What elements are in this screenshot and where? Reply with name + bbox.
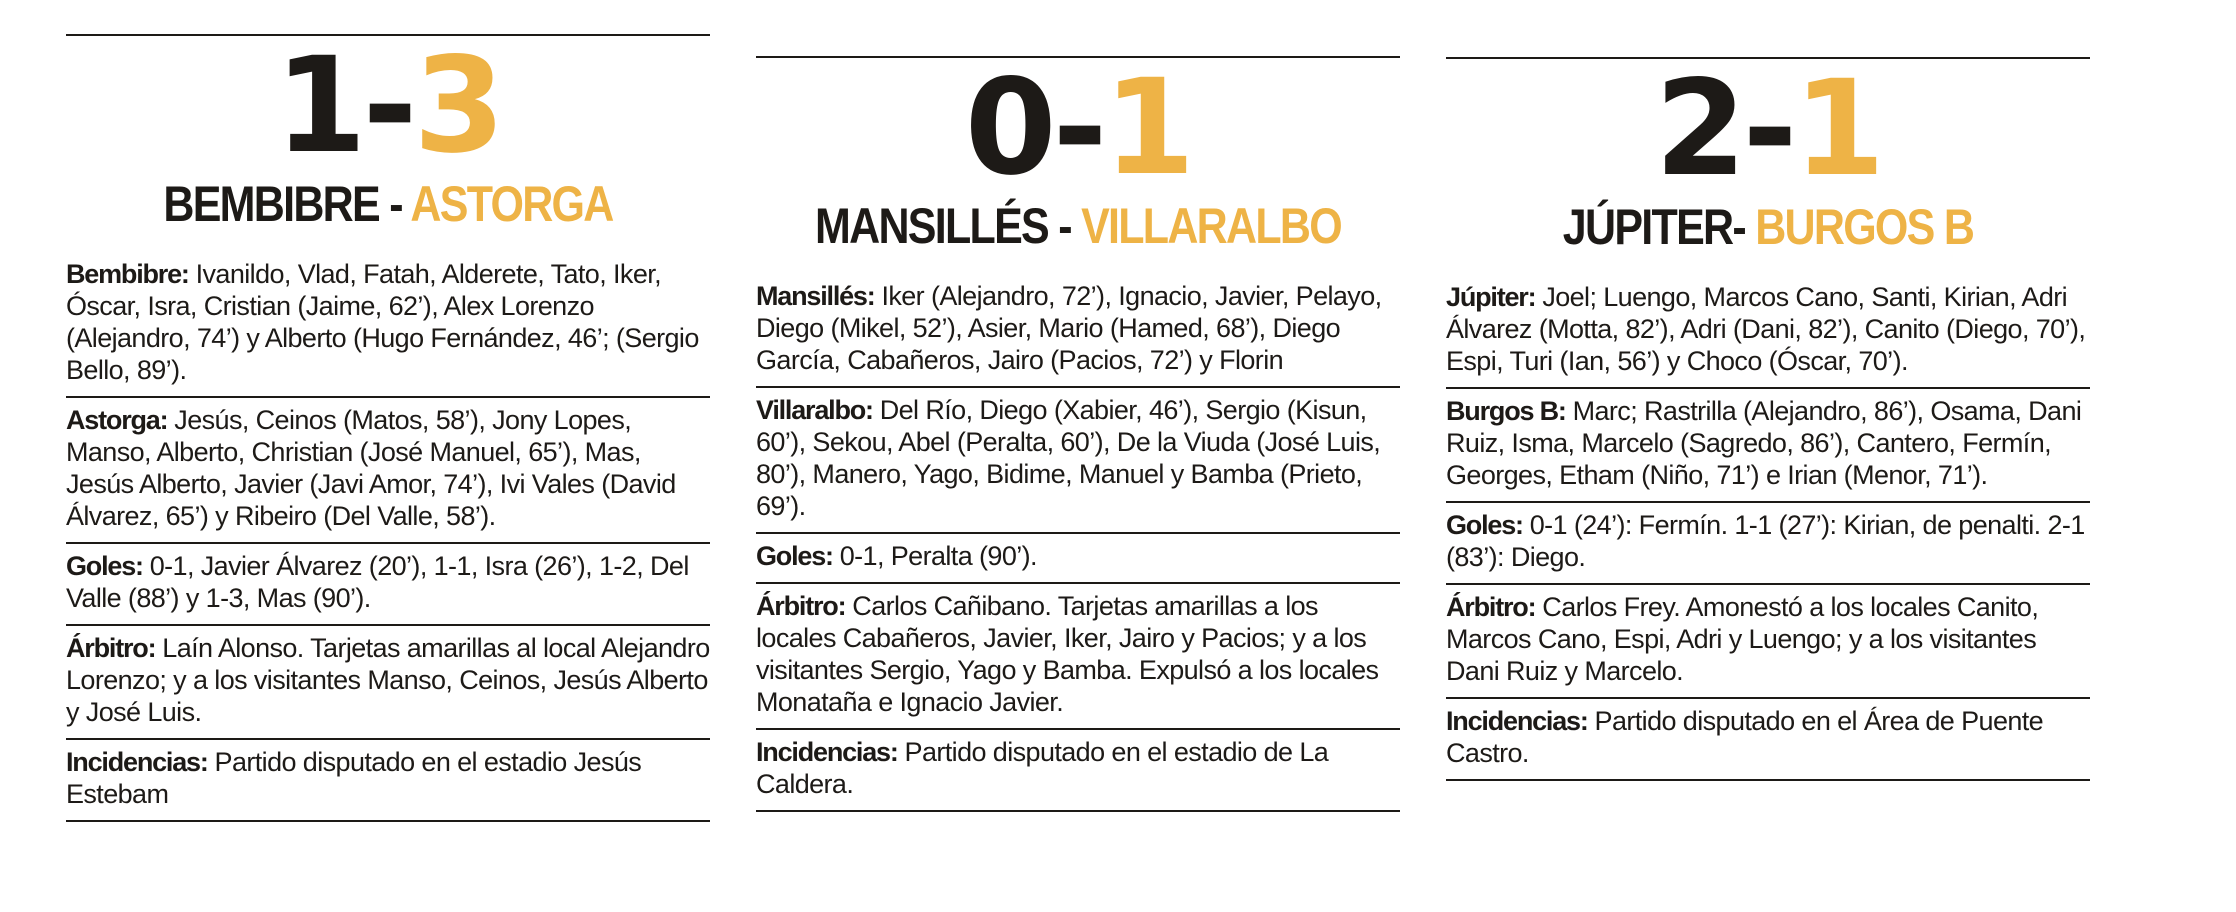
referee <box>66 626 710 740</box>
incidents-text: Partido disputado en el Área de Puente Castro. <box>1446 706 2044 768</box>
scoreline <box>66 29 710 183</box>
incidents-text: Partido disputado en el estadio Jesús Estebam <box>66 747 642 809</box>
referee <box>1446 585 2090 699</box>
referee-label: Árbitro: <box>66 633 156 663</box>
referee-label: Árbitro: <box>1446 592 1536 622</box>
away-score: 1 <box>1793 52 1882 206</box>
home-lineup-text: Joel; Luengo, Marcos Cano, Santi, Kirian, Adri Álvarez (Motta, 82’), Adri (Dani, 82’), Canito (Diego, 70’), Espi, Turi (Ian, 56’) y Choco (Óscar, 70’). <box>1446 282 2086 376</box>
home-lineup-label: Bembibre: <box>66 259 189 289</box>
home-lineup-label: Mansillés: <box>756 281 875 311</box>
goals-label: Goles: <box>756 541 833 571</box>
goals-label: Goles: <box>66 551 143 581</box>
home-team: JÚPITER <box>1562 199 1733 255</box>
goals-text: 0-1 (24’): Fermín. 1-1 (27’): Kirian, de penalti. 2-1 (83’): Diego. <box>1446 510 2085 572</box>
home-team: BEMBIBRE <box>163 176 379 232</box>
away-team: VILLARALBO <box>1081 198 1341 254</box>
goals-text: 0-1, Peralta (90’). <box>832 541 1037 571</box>
score-dash: - <box>1742 52 1794 206</box>
goals <box>756 534 1400 584</box>
referee <box>756 584 1400 730</box>
incidents <box>756 730 1400 812</box>
home-lineup-label: Júpiter: <box>1446 282 1536 312</box>
referee-text: Carlos Frey. Amonestó a los locales Canito, Marcos Cano, Espi, Adri y Luengo; y a los visitantes Dani Ruiz y Marcelo. <box>1446 592 2039 686</box>
home-lineup <box>66 252 710 398</box>
team-names <box>111 174 665 234</box>
match-column-1 <box>66 29 710 822</box>
home-lineup-text: Iker (Alejandro, 72’), Ignacio, Javier, Pelayo, Diego (Mikel, 52’), Asier, Mario (Hamed, 68’), Diego García, Cabañeros, Jairo (Pacios, 72’) y Florin <box>756 281 1382 375</box>
score-dash: - <box>1052 51 1104 205</box>
referee-text: Carlos Cañibano. Tarjetas amarillas a los locales Cabañeros, Javier, Iker, Jairo y Pacios; y a los visitantes Sergio, Yago y Bamba. Expulsó a los locales Monataña e Ignacio Javier. <box>756 591 1379 717</box>
away-lineup <box>1446 389 2090 503</box>
incidents <box>66 740 710 822</box>
home-score: 0 <box>964 51 1053 205</box>
away-lineup-label: Villaralbo: <box>756 395 873 425</box>
team-separator: - <box>1732 199 1756 255</box>
scoreline <box>1446 52 2090 206</box>
away-lineup-label: Burgos B: <box>1446 396 1566 426</box>
team-names <box>801 196 1355 256</box>
home-score: 1 <box>274 29 363 183</box>
score-dash: - <box>362 29 414 183</box>
incidents-label: Incidencias: <box>1446 706 1588 736</box>
incidents <box>1446 699 2090 781</box>
goals <box>1446 503 2090 585</box>
team-separator: - <box>378 176 411 232</box>
home-lineup-text: Ivanildo, Vlad, Fatah, Alderete, Tato, Iker, Óscar, Isra, Cristian (Jaime, 62’), Alex Lorenzo (Alejandro, 74’) y Alberto (Hugo Fernández, 46’; (Sergio Bello, 89’). <box>66 259 699 385</box>
referee-text: Laín Alonso. Tarjetas amarillas al local Alejandro Lorenzo; y a los visitantes Manso, Ceinos, Jesús Alberto y José Luis. <box>66 633 710 727</box>
away-lineup <box>66 398 710 544</box>
away-score: 3 <box>413 29 502 183</box>
away-team: ASTORGA <box>410 176 613 232</box>
scoreline <box>756 51 1400 205</box>
away-lineup-label: Astorga: <box>66 405 168 435</box>
referee-label: Árbitro: <box>756 591 846 621</box>
match-column-3 <box>1446 52 2090 781</box>
goals <box>66 544 710 626</box>
away-lineup-text: Marc; Rastrilla (Alejandro, 86’), Osama, Dani Ruiz, Isma, Marcelo (Sagredo, 86’), Cantero, Fermín, Georges, Etham (Niño, 71’) e Irian (Menor, 71’). <box>1446 396 2082 490</box>
away-lineup <box>756 388 1400 534</box>
goals-text: 0-1, Javier Álvarez (20’), 1-1, Isra (26’), 1-2, Del Valle (88’) y 1-3, Mas (90’). <box>66 551 689 613</box>
team-names <box>1491 197 2045 257</box>
home-score: 2 <box>1654 52 1743 206</box>
home-team: MANSILLÉS <box>815 198 1049 254</box>
home-lineup <box>1446 275 2090 389</box>
incidents-label: Incidencias: <box>756 737 898 767</box>
away-team: BURGOS B <box>1755 199 1974 255</box>
incidents-label: Incidencias: <box>66 747 208 777</box>
away-lineup-text: Del Río, Diego (Xabier, 46’), Sergio (Kisun, 60’), Sekou, Abel (Peralta, 60’), De la Viuda (José Luis, 80’), Manero, Yago, Bidime, Manuel y Bamba (Prieto, 69’). <box>756 395 1381 521</box>
home-lineup <box>756 274 1400 388</box>
away-score: 1 <box>1103 51 1192 205</box>
away-lineup-text: Jesús, Ceinos (Matos, 58’), Jony Lopes, Manso, Alberto, Christian (José Manuel, 65’), Mas, Jesús Alberto, Javier (Javi Amor, 74’), Ivi Vales (David Álvarez, 65’) y Ribeiro (Del Valle, 58’). <box>66 405 676 531</box>
incidents-text: Partido disputado en el estadio de La Caldera. <box>756 737 1329 799</box>
match-column-2 <box>756 51 1400 812</box>
team-separator: - <box>1048 198 1082 254</box>
goals-label: Goles: <box>1446 510 1523 540</box>
